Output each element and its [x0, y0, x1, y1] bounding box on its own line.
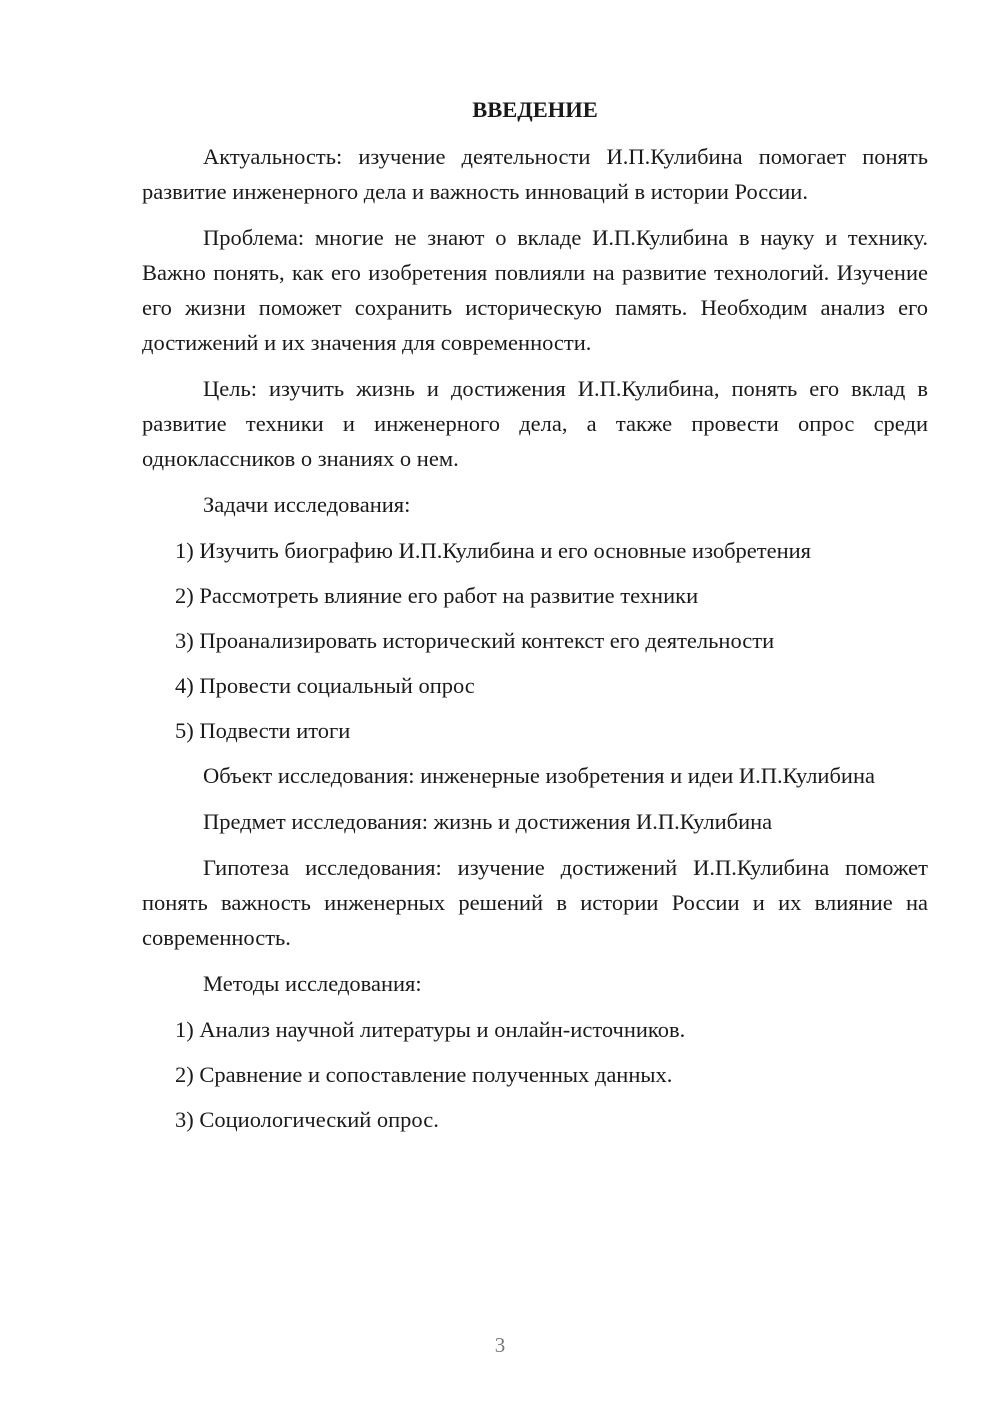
page-number: 3 — [494, 1333, 506, 1357]
problem-paragraph: Проблема: многие не знают о вкладе И.П.Кулибина в науку и технику. Важно понять, как его изобретения повлияли на развитие технологий. Изучение его жизни поможет сохранить историческую память. Необходим анализ его достижений и их значения для современности. — [142, 225, 928, 355]
tasks-list — [142, 533, 928, 748]
task-item: 3) Проанализировать исторический контекст его деятельности — [175, 628, 775, 653]
object-paragraph: Объект исследования: инженерные изобретения и идеи И.П.Кулибина — [203, 763, 875, 788]
methods-heading: Методы исследования: — [203, 971, 422, 996]
method-item: 1) Анализ научной литературы и онлайн-источников. — [175, 1017, 686, 1042]
tasks-heading: Задачи исследования: — [203, 492, 411, 517]
methods-list — [142, 1012, 928, 1137]
goal-paragraph: Цель: изучить жизнь и достижения И.П.Кулибина, понять его вклад в развитие техники и инженерного дела, а также провести опрос среди одноклассников о знаниях о нем. — [142, 376, 928, 471]
method-item: 3) Социологический опрос. — [175, 1107, 439, 1132]
document-title: ВВЕДЕНИЕ — [472, 97, 598, 122]
document-page — [142, 92, 928, 1147]
task-item: 2) Рассмотреть влияние его работ на развитие техники — [175, 583, 699, 608]
relevance-paragraph: Актуальность: изучение деятельности И.П.Кулибина помогает понять развитие инженерного дела и важность инноваций в истории России. — [142, 144, 928, 204]
hypothesis-paragraph: Гипотеза исследования: изучение достижений И.П.Кулибина поможет понять важность инженерных решений в истории России и их влияние на современность. — [142, 855, 928, 950]
method-item: 2) Сравнение и сопоставление полученных данных. — [175, 1062, 673, 1087]
subject-paragraph: Предмет исследования: жизнь и достижения И.П.Кулибина — [203, 809, 773, 834]
task-item: 4) Провести социальный опрос — [175, 673, 475, 698]
task-item: 1) Изучить биографию И.П.Кулибина и его основные изобретения — [175, 538, 812, 563]
task-item: 5) Подвести итоги — [175, 718, 351, 743]
